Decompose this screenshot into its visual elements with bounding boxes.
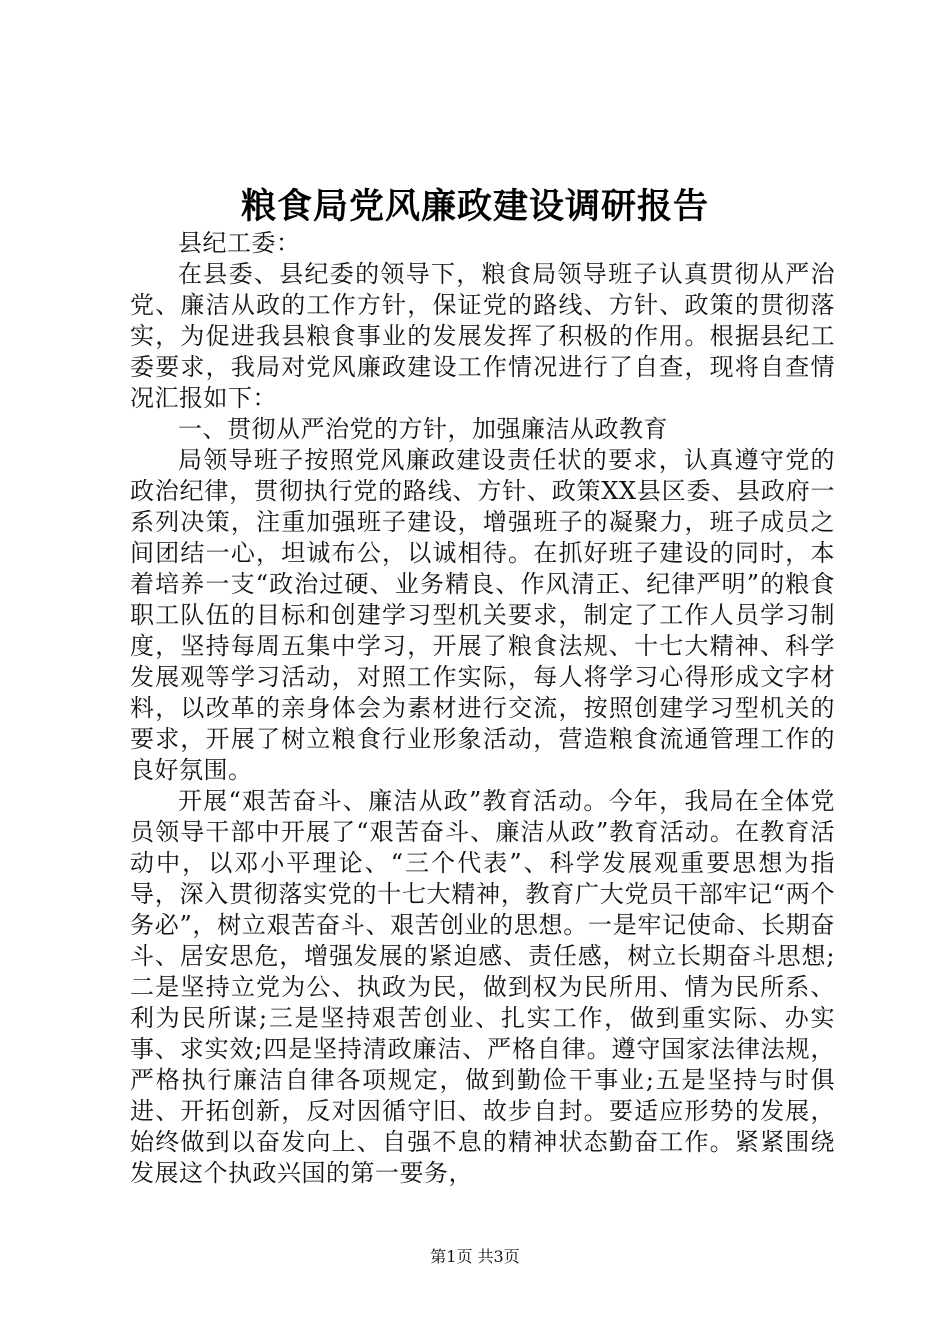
intro-paragraph: 在县委、县纪委的领导下，粮食局领导班子认真贯彻从严治党、廉洁从政的工作方针，保证党的路线、方针、政策的贯彻落实，为促进我县粮食事业的发展发挥了积极的作用。根据县纪工委要求，我局对党风廉政建设工作情况进行了自查，现将自查情况汇报如下：: [130, 260, 835, 412]
body-paragraph: 局领导班子按照党风廉政建设责任状的要求，认真遵守党的政治纪律，贯彻执行党的路线、方针、政策XX县区委、县政府一系列决策，注重加强班子建设，增强班子的凝聚力，班子成员之间团结一心，坦诚布公，以诚相待。在抓好班子建设的同时，本着培养一支“政治过硬、业务精良、作风清正、纪律严明”的粮食职工队伍的目标和创建学习型机关要求，制定了工作人员学习制度，坚持每周五集中学习，开展了粮食法规、十七大精神、科学发展观等学习活动，对照工作实际，每人将学习心得形成文字材料，以改革的亲身体会为素材进行交流，按照创建学习型机关的要求，开展了树立粮食行业形象活动，营造粮食流通管理工作的良好氛围。: [130, 446, 835, 784]
document-title: 粮食局党风廉政建设调研报告: [240, 186, 709, 227]
salutation-paragraph: 县纪工委：: [178, 229, 301, 257]
section-heading: 一、贯彻从严治党的方针，加强廉洁从政教育: [178, 415, 668, 443]
page-number-footer: 第1页 共3页: [430, 1247, 520, 1266]
body-paragraph: 开展“艰苦奋斗、廉洁从政”教育活动。今年，我局在全体党员领导干部中开展了“艰苦奋斗、廉洁从政”教育活动。在教育活动中，以邓小平理论、“三个代表”、科学发展观重要思想为指导，深入贯彻落实党的十七大精神，教育广大党员干部牢记“两个务必”，树立艰苦奋斗、艰苦创业的思想。一是牢记使命、长期奋斗、居安思危，增强发展的紧迫感、责任感，树立长期奋斗思想;二是坚持立党为公、执政为民，做到权为民所用、情为民所系、利为民所谋;三是坚持艰苦创业、扎实工作，做到重实际、办实事、求实效;四是坚持清政廉洁、严格自律。遵守国家法律法规，严格执行廉洁自律各项规定，做到勤俭干事业;五是坚持与时俱进、开拓创新，反对因循守旧、故步自封。要适应形势的发展，始终做到以奋发向上、自强不息的精神状态勤奋工作。紧紧围绕发展这个执政兴国的第一要务，: [130, 787, 835, 1187]
document-body: [130, 228, 835, 1189]
